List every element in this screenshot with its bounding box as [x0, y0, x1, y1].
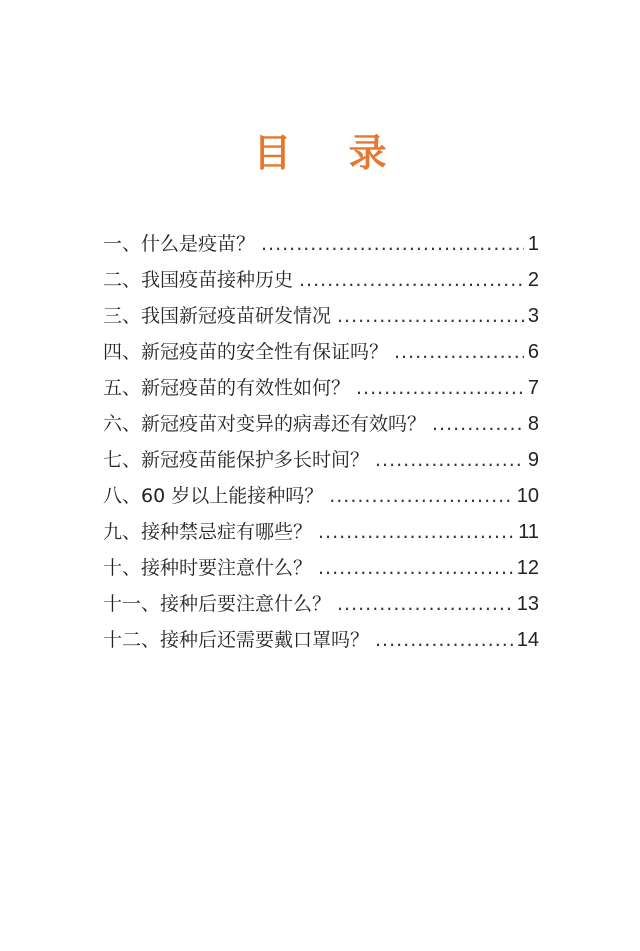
dot-leader — [337, 298, 524, 334]
dot-leader — [394, 334, 524, 370]
toc-page-number: 11 — [518, 521, 539, 543]
toc-entry — [103, 334, 539, 370]
toc-entry — [103, 262, 539, 298]
toc-entry — [103, 622, 539, 658]
toc-page-number: 3 — [527, 305, 539, 327]
dot-leader — [299, 262, 524, 298]
dot-leader — [432, 406, 524, 442]
toc-entry-label: 十、接种时要注意什么？ — [103, 557, 313, 579]
toc-page-number: 10 — [516, 485, 539, 507]
toc-entry-label: 十二、接种后还需要戴口罩吗？ — [103, 629, 370, 651]
dot-leader — [318, 514, 514, 550]
toc-entry-label: 六、新冠疫苗对变异的病毒还有效吗？ — [103, 413, 427, 435]
toc-page-number: 14 — [516, 629, 539, 651]
toc-entry — [103, 298, 539, 334]
toc-entry-label: 七、新冠疫苗能保护多长时间？ — [103, 449, 370, 471]
dot-leader — [261, 226, 524, 262]
toc-page-number: 13 — [516, 593, 539, 615]
dot-leader — [375, 442, 524, 478]
toc-entry-label: 二、我国疫苗接种历史 — [103, 269, 294, 291]
toc-entry-label: 三、我国新冠疫苗研发情况 — [103, 305, 332, 327]
toc-entry-label: 四、新冠疫苗的安全性有保证吗？ — [103, 341, 389, 363]
toc-page-number: 9 — [527, 449, 539, 471]
toc-entry — [103, 442, 539, 478]
dot-leader — [337, 586, 513, 622]
toc-entry — [103, 550, 539, 586]
table-of-contents — [103, 226, 539, 658]
toc-page-number: 1 — [527, 233, 539, 255]
toc-entry-label: 一、什么是疫苗？ — [103, 233, 256, 255]
toc-page-number: 12 — [516, 557, 539, 579]
toc-entry-label: 五、新冠疫苗的有效性如何？ — [103, 377, 351, 399]
toc-page-number: 2 — [527, 269, 539, 291]
toc-entry — [103, 586, 539, 622]
toc-page-number: 6 — [527, 341, 539, 363]
dot-leader — [318, 550, 513, 586]
toc-entry — [103, 478, 539, 514]
dot-leader — [329, 478, 513, 514]
page-title: 目 录 — [253, 131, 409, 175]
toc-page-number: 8 — [527, 413, 539, 435]
toc-entry-label: 九、接种禁忌症有哪些？ — [103, 521, 313, 543]
toc-entry — [103, 226, 539, 262]
toc-entry — [103, 514, 539, 550]
dot-leader — [356, 370, 524, 406]
dot-leader — [375, 622, 513, 658]
toc-entry-label: 十一、接种后要注意什么？ — [103, 593, 332, 615]
toc-entry — [103, 406, 539, 442]
toc-entry — [103, 370, 539, 406]
toc-page-number: 7 — [527, 377, 539, 399]
toc-entry-label: 八、60 岁以上能接种吗？ — [103, 485, 324, 507]
